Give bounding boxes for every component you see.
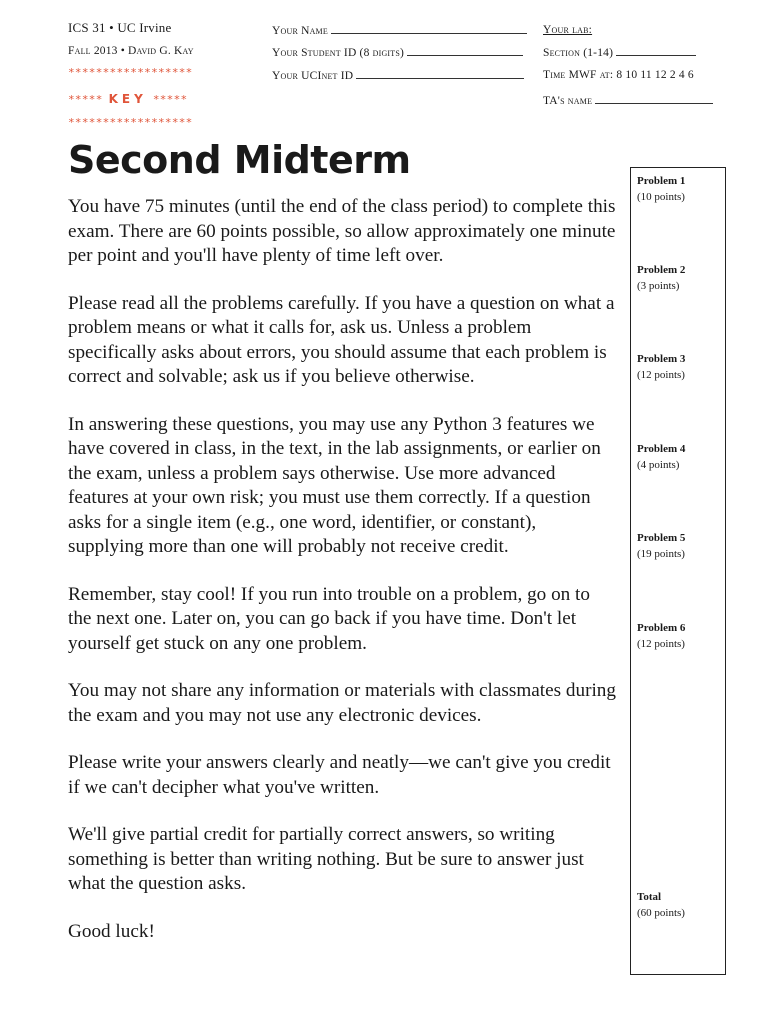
score-total-name: Total [637, 891, 662, 903]
score-item-name: Problem 1 [637, 175, 686, 187]
ta-label: TA's name [543, 95, 593, 107]
score-total-points: (60 points) [637, 907, 685, 919]
score-item-problem-3[interactable] [637, 351, 685, 383]
section-label: Section (1-14) [543, 47, 614, 59]
score-item-name: Problem 5 [637, 532, 686, 544]
ucinet-blank[interactable] [356, 67, 524, 79]
stars-line-bottom: ****************** [68, 116, 193, 129]
course-title: ICS 31 • UC Irvine [68, 20, 172, 35]
ta-field[interactable] [543, 92, 713, 109]
instruction-paragraph: Good luck! [68, 920, 155, 942]
score-item-problem-5[interactable] [637, 530, 685, 562]
student-id-field[interactable] [272, 44, 523, 61]
student-id-blank[interactable] [407, 44, 523, 56]
score-item-points: (19 points) [637, 548, 685, 560]
student-id-label: Your Student ID (8 digits) [272, 47, 405, 59]
ta-blank[interactable] [595, 92, 713, 104]
score-item-problem-4[interactable] [637, 441, 685, 473]
time-label: Time MWF at: 8 10 11 12 2 4 6 [543, 69, 694, 81]
name-field[interactable] [272, 22, 527, 39]
instruction-paragraph: You have 75 minutes (until the end of the class period) to complete this exam. There are 60 points possible, so allow approximately one minute per point and you'll have plenty of time left over. [68, 196, 616, 266]
name-blank[interactable] [331, 22, 527, 34]
score-item-name: Problem 2 [637, 264, 686, 276]
score-item-points: (4 points) [637, 459, 680, 471]
instruction-paragraph: You may not share any information or materials with classmates during the exam and you may not use any electronic devices. [68, 680, 616, 726]
ucinet-field[interactable] [272, 67, 524, 84]
score-item-name: Problem 4 [637, 443, 686, 455]
section-field[interactable] [543, 44, 696, 61]
instruction-paragraph: In answering these questions, you may use any Python 3 features we have covered in class, in the text, in the lab assignments, or earlier on the exam, unless a problem says otherwise. Use more advanced features at your own risk; you must use them correctly. If a question asks for a single item (e.g., one word, identifier, or constant), supplying more than one will probably not receive credit. [68, 413, 601, 557]
score-item-points: (3 points) [637, 280, 680, 292]
score-item-name: Problem 3 [637, 353, 686, 365]
term-instructor: Fall 2013 • David G. Kay [68, 45, 194, 57]
score-item-problem-2[interactable] [637, 262, 685, 294]
key-stars-left: ***** [68, 93, 103, 106]
score-item-points: (12 points) [637, 369, 685, 381]
score-item-points: (10 points) [637, 191, 685, 203]
instruction-paragraph: Remember, stay cool! If you run into trouble on a problem, go on to the next one. Later on, you can go back if you have time. Don't let yourself get stuck on any one problem. [68, 583, 590, 654]
section-blank[interactable] [616, 44, 696, 56]
instruction-paragraph: Please read all the problems carefully. If you have a question on what a problem means or what it calls for, ask us. Unless a problem specifically asks about errors, you should assume that each problem is correct and solvable; ask us if you believe otherwise. [68, 292, 615, 387]
key-label: KEY [108, 92, 147, 106]
score-item-problem-6[interactable] [637, 620, 685, 652]
score-item-total[interactable] [637, 889, 685, 921]
key-stars-right: ***** [152, 93, 188, 106]
name-label: Your Name [272, 25, 328, 37]
score-box [630, 167, 726, 975]
page-title: Second Midterm [68, 138, 411, 182]
score-item-name: Problem 6 [637, 622, 686, 634]
instructions [68, 195, 616, 967]
ucinet-label: Your UCInet ID [272, 70, 354, 82]
instruction-paragraph: We'll give partial credit for partially correct answers, so writing something is better than writing nothing. But be sure to answer just what the question asks. [68, 824, 584, 894]
score-item-problem-1[interactable] [637, 173, 685, 205]
score-item-points: (12 points) [637, 638, 685, 650]
instruction-paragraph: Please write your answers clearly and neatly—we can't give you credit if we can't decipher what you've written. [68, 752, 611, 798]
stars-line-top: ****************** [68, 66, 193, 79]
key-banner [68, 92, 187, 106]
lab-label: Your lab: [543, 24, 593, 36]
